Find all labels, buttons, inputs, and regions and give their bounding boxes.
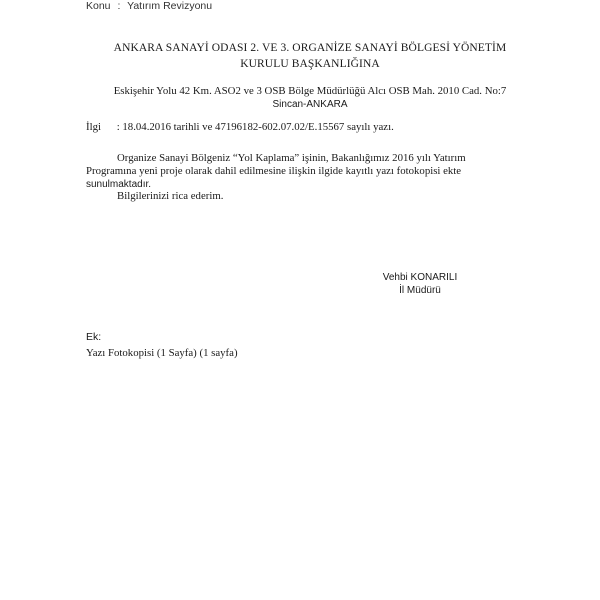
signer-name: Vehbi KONARILI [382, 272, 458, 283]
reference-label: İlgi [86, 121, 101, 133]
attachments-label: Ek: [86, 331, 102, 343]
subject-label: Konu [86, 0, 111, 12]
subject-line [86, 0, 212, 12]
signature-block [340, 271, 500, 297]
body-line-3: sunulmaktadır. [86, 179, 152, 190]
reference-line [86, 121, 394, 133]
recipient-line-2: KURULU BAŞKANLIĞINA [240, 58, 380, 70]
subject-separator: : [117, 0, 121, 12]
address-line-2: Sincan-ANKARA [272, 99, 348, 110]
recipient-address [80, 85, 540, 111]
reference-value: : 18.04.2016 tarihli ve 47196182-602.07.02/E.15567 sayılı yazı. [116, 121, 394, 133]
recipient-line-1: ANKARA SANAYİ ODASI 2. VE 3. ORGANİZE SANAYİ BÖLGESİ YÖNETİM [113, 42, 507, 54]
body-line-1: Organize Sanayi Bölgeniz “Yol Kaplama” işinin, Bakanlığımız 2016 yılı Yatırım [117, 152, 466, 164]
attachment-item: Yazı Fotokopisi (1 Sayfa) (1 sayfa) [86, 347, 238, 359]
recipient-block [80, 40, 540, 72]
body-line-2: Programına yeni proje olarak dahil edilmesine ilişkin ilgide kayıtlı yazı fotokopisi ekte [86, 165, 462, 177]
subject-value: Yatırım Revizyonu [127, 0, 213, 12]
closing-line: Bilgilerinizi rica ederim. [117, 190, 224, 202]
signer-title: İl Müdürü [399, 285, 441, 296]
address-line-1: Eskişehir Yolu 42 Km. ASO2 ve 3 OSB Bölge Müdürlüğü Alcı OSB Mah. 2010 Cad. No:7 [113, 85, 507, 97]
body-paragraph [86, 152, 530, 191]
